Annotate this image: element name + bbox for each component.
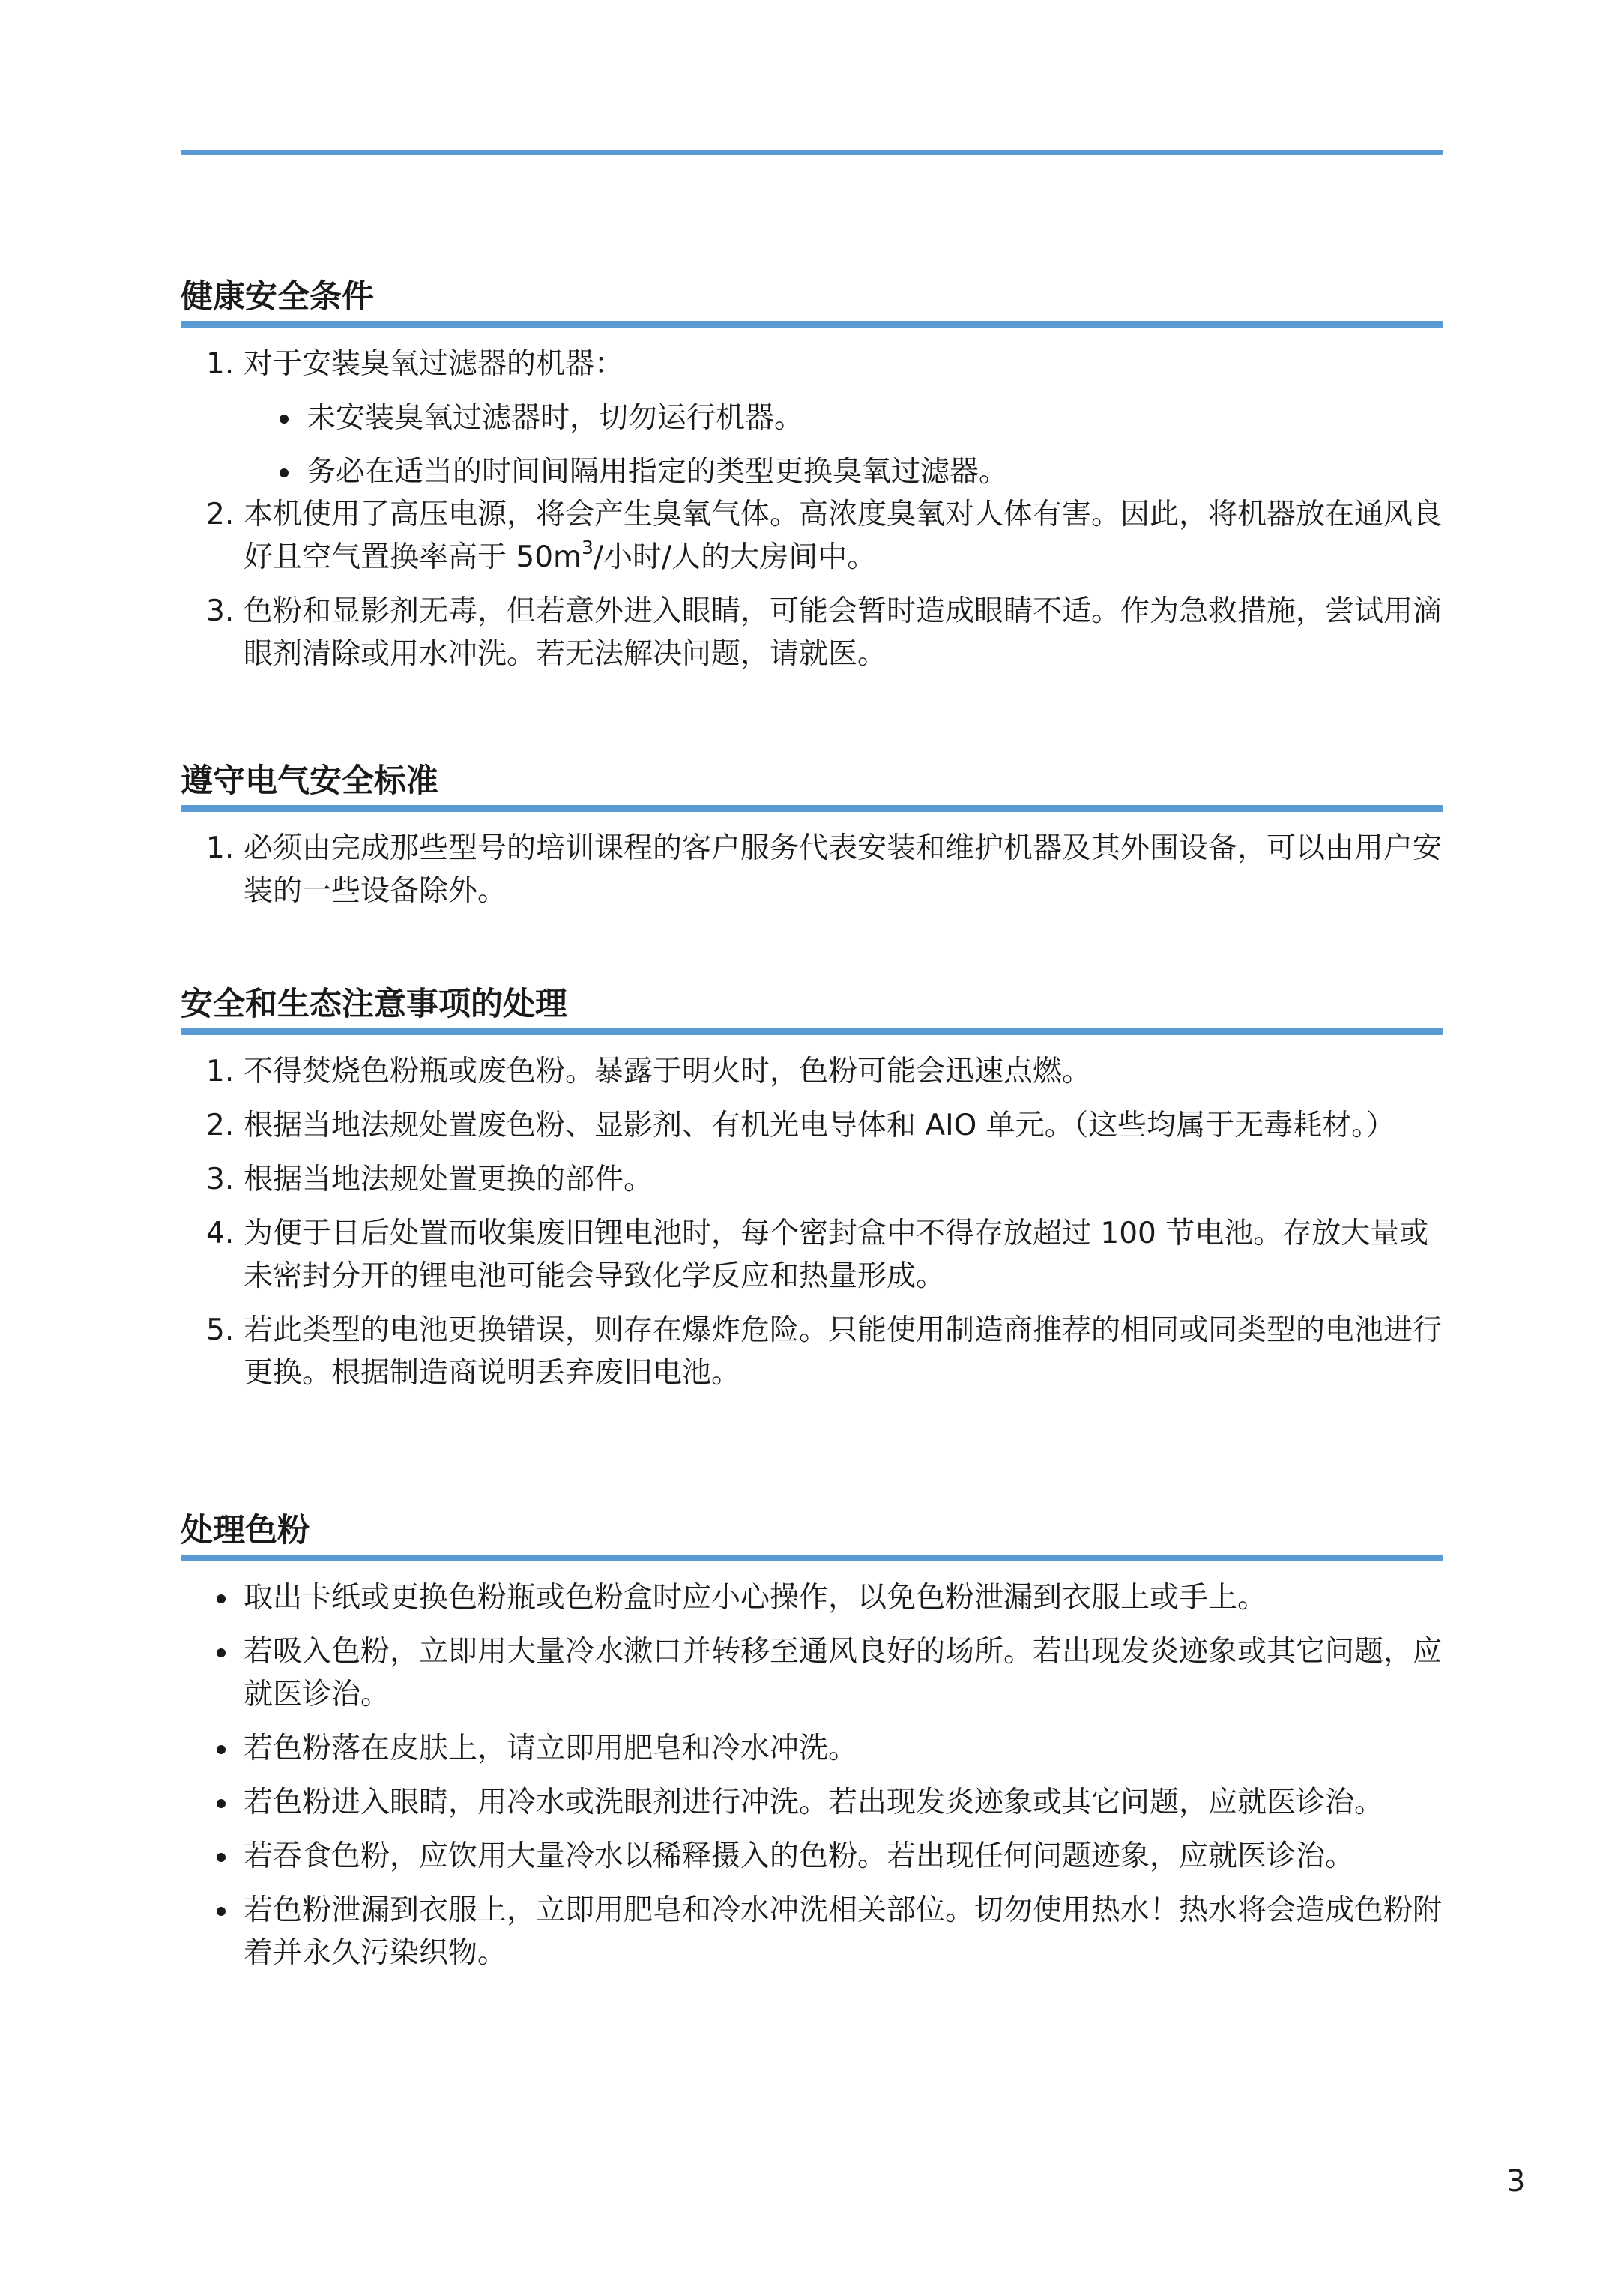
list-item: [181, 493, 1443, 579]
sub-item-text: 务必在适当的时间间隔用指定的类型更换臭氧过滤器。: [307, 455, 1009, 489]
section-title: 处理色粉: [181, 1512, 310, 1549]
list-item: [181, 1576, 1443, 1619]
sub-list-item: [244, 451, 1443, 493]
item-text: 若吞食色粉，应饮用大量冷水以稀释摄入的色粉。若出现任何问题迹象，应就医诊治。: [244, 1839, 1355, 1873]
section-title: 遵守电气安全标准: [181, 762, 438, 800]
bullet-icon: [217, 1907, 226, 1916]
section-rule: [181, 1028, 1443, 1035]
section-rule: [181, 805, 1443, 812]
item-text: 若此类型的电池更换错误，则存在爆炸危险。只能使用制造商推荐的相同或同类型的电池进行更换。根据制造商说明丢弃废旧电池。: [244, 1313, 1443, 1390]
list-item: [181, 343, 1443, 493]
top-rule: [181, 150, 1443, 155]
item-text-part: /小时/人的大房间中。: [593, 540, 877, 574]
sub-list-item: [244, 397, 1443, 439]
section-rule: [181, 1555, 1443, 1561]
list-item: [181, 1104, 1443, 1147]
list-item: [181, 1158, 1443, 1201]
bullet-icon: [217, 1594, 226, 1603]
item-text: 为便于日后处置而收集废旧锂电池时，每个密封盒中不得存放超过 100 节电池。存放大量或未密封分开的锂电池可能会导致化学反应和热量形成。: [244, 1217, 1429, 1293]
section-toner-handling: [181, 1508, 1443, 1986]
bullet-icon: [217, 1799, 226, 1808]
section-title: 安全和生态注意事项的处理: [181, 986, 567, 1023]
sub-item-text: 未安装臭氧过滤器时，切勿运行机器。: [307, 401, 804, 435]
item-number: 3.: [206, 1163, 235, 1196]
bullet-icon: [280, 415, 289, 424]
list-item: [181, 1835, 1443, 1878]
item-number: 3.: [206, 594, 235, 628]
item-text: 若色粉落在皮肤上，请立即用肥皂和冷水冲洗。: [244, 1732, 858, 1765]
item-number: 2.: [206, 1109, 235, 1142]
item-number: 2.: [206, 498, 235, 531]
item-text: 不得焚烧色粉瓶或废色粉。暴露于明火时，色粉可能会迅速点燃。: [244, 1055, 1092, 1088]
bullet-icon: [217, 1853, 226, 1862]
section-health-safety: [181, 274, 1443, 687]
numbered-list: [181, 827, 1443, 912]
superscript: 3: [582, 537, 594, 558]
item-number: 1.: [206, 1055, 235, 1088]
item-number: 1.: [206, 347, 235, 381]
item-text: 若吸入色粉，立即用大量冷水漱口并转移至通风良好的场所。若出现发炎迹象或其它问题，应就医诊治。: [244, 1635, 1443, 1711]
page-number: 3: [1506, 2164, 1526, 2199]
item-text: 取出卡纸或更换色粉瓶或色粉盒时应小心操作，以免色粉泄漏到衣服上或手上。: [244, 1581, 1267, 1615]
list-item: [181, 1309, 1443, 1394]
section-title: 健康安全条件: [181, 278, 374, 316]
item-text: 若色粉泄漏到衣服上，立即用肥皂和冷水冲洗相关部位。切勿使用热水！热水将会造成色粉附着并永久污染织物。: [244, 1893, 1443, 1970]
item-text: 根据当地法规处置更换的部件。: [244, 1163, 653, 1196]
list-item: [181, 1630, 1443, 1716]
section-disposal: [181, 982, 1443, 1405]
item-text: 对于安装臭氧过滤器的机器：: [244, 347, 624, 381]
list-item: [181, 1889, 1443, 1974]
item-text: 必须由完成那些型号的培训课程的客户服务代表安装和维护机器及其外围设备，可以由用户安装的一些设备除外。: [244, 831, 1443, 908]
list-item: [181, 827, 1443, 912]
item-number: 4.: [206, 1217, 235, 1250]
list-item: [181, 1727, 1443, 1770]
item-text: 根据当地法规处置废色粉、显影剂、有机光电导体和 AIO 单元。（这些均属于无毒耗材。）: [244, 1109, 1395, 1142]
section-electrical-safety: [181, 759, 1443, 923]
list-item: [181, 1050, 1443, 1093]
list-item: [181, 1781, 1443, 1824]
list-item: [181, 590, 1443, 675]
item-text-part: 本机使用了高压电源，将会产生臭氧气体。高浓度臭氧对人体有害。因此，将机器放在通风良好且空气置换率高于 50m: [244, 498, 1443, 574]
bullet-list: [181, 1576, 1443, 1974]
item-text: 若色粉进入眼睛，用冷水或洗眼剂进行冲洗。若出现发炎迹象或其它问题，应就医诊治。: [244, 1786, 1384, 1819]
bullet-icon: [280, 468, 289, 477]
bullet-icon: [217, 1745, 226, 1754]
numbered-list: [181, 343, 1443, 675]
item-number: 5.: [206, 1313, 235, 1347]
item-text: 色粉和显影剂无毒，但若意外进入眼睛，可能会暂时造成眼睛不适。作为急救措施，尝试用滴眼剂清除或用水冲洗。若无法解决问题，请就医。: [244, 594, 1443, 671]
section-rule: [181, 321, 1443, 328]
list-item: [181, 1212, 1443, 1298]
bullet-icon: [217, 1648, 226, 1657]
sub-list: [244, 397, 1443, 493]
numbered-list: [181, 1050, 1443, 1394]
item-number: 1.: [206, 831, 235, 865]
